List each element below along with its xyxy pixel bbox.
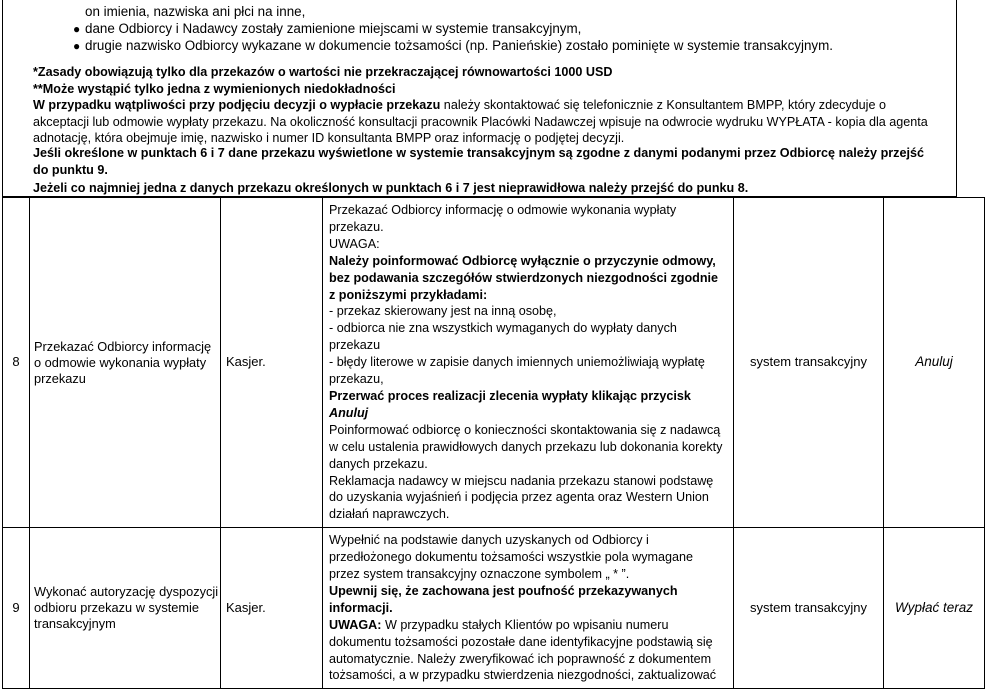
top-section bbox=[2, 0, 957, 197]
details-cell: Wypełnić na podstawie danych uzyskanych od Odbiorcy i przedłożonego dokumentu tożsamości wszystkie pola wymagane przez system transakcyjny oznaczone symbolem „ * ”. Upewnij się, że zachowana jest poufność przekazywanych informacji. UWAGA: W przypadku stałych Klientów po wpisaniu numeru dokumentu tożsamości pozostałe dane identyfikacyjne podstawią się automatycznie. Należy zweryfikować ich poprawność z dokumentem tożsamości, a w przypadku stwierdzenia niezgodności, zaktualizować bbox=[323, 528, 734, 689]
procedure-table bbox=[2, 197, 985, 689]
bullet-item: ● drugie nazwisko Odbiorcy wykazane w dokumencie tożsamości (np. Panieńskie) zostało pominięte w systemie transakcyjnym. bbox=[73, 38, 833, 53]
system-cell: system transakcyjny bbox=[734, 528, 884, 689]
bullet-icon: ● bbox=[73, 39, 81, 53]
bullet-icon: ● bbox=[73, 22, 81, 36]
step-description: Wykonać autoryzację dyspozycji odbioru przekazu w systemie transakcyjnym bbox=[30, 528, 221, 689]
table-row bbox=[3, 198, 985, 528]
table-row bbox=[3, 528, 985, 689]
role-cell: Kasjer. bbox=[221, 198, 323, 528]
intro-line: on imienia, nazwiska ani płci na inne, bbox=[85, 4, 306, 19]
row-number: 9 bbox=[3, 528, 30, 689]
action-cancel: Anuluj bbox=[884, 198, 985, 528]
note-threshold: *Zasady obowiązują tylko dla przekazów o wartości nie przekraczającej równowartości 1000 USD bbox=[33, 65, 613, 79]
note-proceed-8: Jeżeli co najmniej jedna z danych przekazu określonych w punktach 6 i 7 jest nieprawidłowa należy przejść do punku 8. bbox=[33, 181, 749, 195]
row-number: 8 bbox=[3, 198, 30, 528]
system-cell: system transakcyjny bbox=[734, 198, 884, 528]
note-single-inaccuracy: **Może wystąpić tylko jedna z wymienionych niedokładności bbox=[33, 82, 396, 96]
note-doubt: W przypadku wątpliwości przy podjęciu decyzji o wypłacie przekazu należy skontaktować się telefonicznie z Konsultantem BMPP, który zdecyduje o akceptacji lub odmowie wypłaty przekazu. Na okoliczność konsultacji pracownik Placówki Nadawczej wpisuje na odwrocie wydruku WYPŁATA - kopia dla agenta adnotację, która obejmuje imię, nazwisko i numer ID konsultanta BMPP oraz informację o podjętej decyzji. bbox=[33, 98, 928, 145]
details-cell: Przekazać Odbiorcy informację o odmowie wykonania wypłaty przekazu. UWAGA: Należy poinformować Odbiorcę wyłącznie o przyczynie odmowy, bez podawania szczegółów stwierdzonych niezgodności zgodnie z poniższymi przykładami: - przekaz skierowany jest na inną osobę, - odbiorca nie zna wszystkich wymaganych do wypłaty danych przekazu - błędy literowe w zapisie danych imiennych uniemożliwiają wypłatę przekazu, Przerwać proces realizacji zlecenia wypłaty klikając przycisk Anuluj Poinformować odbiorcę o konieczności skontaktowania się z nadawcą w celu ustalenia prawidłowych danych przekazu lub dokonania korekty danych przekazu. Reklamacja nadawcy w miejscu nadania przekazu stanowi podstawę do uzyskania wyjaśnień i podjęcia przez agenta oraz Western Union działań naprawczych. bbox=[323, 198, 734, 528]
bullet-item: ● dane Odbiorcy i Nadawcy zostały zamienione miejscami w systemie transakcyjnym, bbox=[73, 21, 582, 36]
step-description: Przekazać Odbiorcy informację o odmowie wykonania wypłaty przekazu bbox=[30, 198, 221, 528]
note-proceed-9: Jeśli określone w punktach 6 i 7 dane przekazu wyświetlone w systemie transakcyjnym są zgodne z danymi podanymi przez Odbiorcę należy przejść do punktu 9. bbox=[33, 146, 924, 177]
role-cell: Kasjer. bbox=[221, 528, 323, 689]
action-pay-now: Wypłać teraz bbox=[884, 528, 985, 689]
